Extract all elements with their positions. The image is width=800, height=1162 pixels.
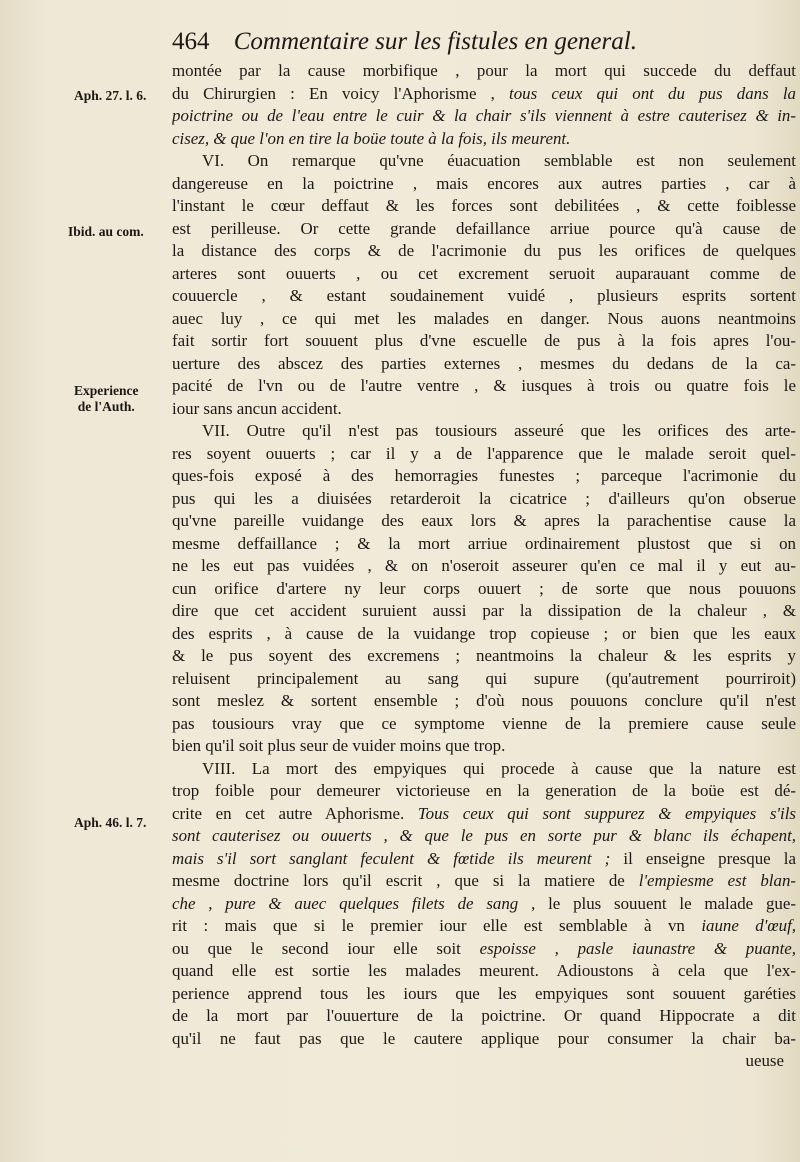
text-line [172,375,796,398]
text-line [172,308,796,331]
text-line [172,848,796,871]
text-run: la distance des corps & de l'acrimonie du pus les orifices de quelques [172,241,796,260]
text-line [172,240,796,263]
text-run: le plus souuent le malade gue- [535,893,796,913]
text-line [172,150,796,173]
text-run: mesme deffaillance ; & la mort arriue ordinairement plustost que si on [172,533,796,553]
text-run: pus qui les a diuisées retarderoit la cicatrice ; d'ailleurs qu'on obserue [172,488,796,508]
margin-note-experience [74,383,138,415]
text-line [172,218,796,241]
text-run: perience apprend tous les iours que les empyiques sont souuent garéties [172,983,796,1003]
text-line [172,713,796,736]
text-line [172,690,796,713]
text-run: ou que le second iour elle soit [172,938,480,958]
text-line [172,938,796,961]
text-run: dangereuse en la poictrine , mais encores aux autres parties , car à [172,173,796,193]
text-run: des esprits , à cause de la vuidange trop copieuse ; or bien que les eaux [172,623,796,643]
text-line [172,263,796,286]
text-run: de la mort par l'ouuerture de la poictrine. Or quand Hippocrate a dit [172,1006,796,1025]
text-line [172,285,796,308]
text-run: cun orifice d'artere ny leur corps ouuert ; de sorte que nous pouuons [172,578,796,598]
text-run: auec luy , ce qui met les malades en danger. Nous auons neantmoins [172,308,796,328]
text-run: quand elle est sortie les malades meurent. Adioustons à cela que l'ex- [172,961,796,980]
text-line [172,488,796,511]
text-run: & le pus soyent des excremens ; neantmoins la chaleur & les esprits y [172,646,796,665]
text-run: bien qu'il soit plus seur de vuider moins que trop. [172,736,506,755]
text-line [172,105,796,128]
text-run: rit : mais que si le premier iour elle est semblable à vn [172,916,702,935]
text-line [172,443,796,466]
text-run: pacité de l'vn ou de l'autre ventre , & iusques à trois ou quatre fois le [172,376,796,395]
text-line [172,533,796,556]
text-line [172,893,796,916]
text-run: l'instant le cœur deffaut & les forces sont debilitées , & cette foiblesse [172,196,796,215]
italic-text: l'empiesme est blan- [638,871,796,890]
text-line [172,668,796,691]
text-line [172,555,796,578]
page-number: 464 [172,28,210,55]
body-text [172,60,796,1073]
italic-text: poictrine ou de l'eau entre le cuir & la chair s'ils viennent à estre cauterisez & in- [172,106,796,125]
margin-note-aph-46: Aph. 46. l. 7. [74,815,147,830]
text-run: il enseigne presque la [610,848,796,868]
catchword: ueuse [745,1051,784,1070]
text-line [172,825,796,848]
text-run: sont meslez & sortent ensemble ; d'où nous pouuons conclure qu'il n'est [172,691,796,710]
text-line [172,60,796,83]
margin-note-aph-27: Aph. 27. l. 6. [74,88,147,103]
text-run: arteres sont ouuerts , ou cet excrement seruoit auparauant comme de [172,263,796,283]
text-run: uerture des abscez des parties externes , mesmes du dedans de la ca- [172,353,796,373]
text-line [172,623,796,646]
italic-text: che , pure & auec quelques filets de sang , [172,893,536,913]
text-line [172,465,796,488]
text-line [172,600,796,623]
text-line [172,578,796,601]
text-run: VI. On remarque qu'vne éuacuation semblable est non seulement [202,151,796,170]
text-line [172,803,796,826]
text-line [172,735,796,758]
text-line [172,195,796,218]
italic-text: Tous ceux qui sont suppurez & empyiques s'ils [417,803,796,823]
text-line [172,510,796,533]
italic-text: espoisse , pasle iaunastre & puante, [479,938,796,958]
text-run: ques-fois exposé à des hemorragies funestes ; parceque l'acrimonie du [172,466,796,485]
text-run: mesme doctrine lors qu'il escrit , que si la matiere de [172,871,639,890]
text-run: pas tousiours vray que ce symptome vienne de la premiere cause seule [172,713,796,733]
text-run: trop foible pour demeurer victorieuse en la generation de la boüe est dé- [172,781,796,800]
italic-text: sont cauterisez ou ouuerts , & que le pus en sorte pur & blanc ils échapent, [172,826,796,845]
text-line [172,645,796,668]
text-line [172,173,796,196]
text-line [172,983,796,1006]
text-run: VII. Outre qu'il n'est pas tousiours asseuré que les orifices des arte- [202,421,796,440]
text-run: fait sortir fort souuent plus d'vne escuelle de pus à la fois apres l'ou- [172,331,796,350]
text-run: est perilleuse. Or cette grande defaillance arriue pource qu'à cause de [172,218,796,238]
text-run: couuercle , & estant soudainement vuidé , plusieurs esprits sortent [172,286,796,305]
text-run: qu'vne pareille vuidange des eaux lors & apres la parachentise cause la [172,511,796,530]
text-line [172,353,796,376]
text-line [172,398,796,421]
text-line [172,1005,796,1028]
text-run: reluisent principalement au sang qui supure (qu'autrement pourriroit) [172,668,796,688]
text-line [172,83,796,106]
text-run: qu'il ne faut pas que le cautere applique pour consumer la chair ba- [172,1028,796,1048]
text-line [172,870,796,893]
text-line [172,915,796,938]
margin-note-ibid: Ibid. au com. [68,224,144,239]
italic-text: tous ceux qui ont du pus dans la [509,83,796,103]
text-run: ne les eut pas vuidées , & on n'oseroit asseurer qu'en ce mal il y eut au- [172,556,796,575]
text-run: dire que cet accident suruient aussi par la dissipation de la chaleur , & [172,601,796,620]
text-run: crite en cet autre Aphorisme. [172,803,418,823]
italic-text: iaune d'œuf, [701,916,796,935]
text-run: iour sans ancun accident. [172,398,342,418]
text-line [172,960,796,983]
text-line [172,780,796,803]
text-line [172,1028,796,1051]
italic-text: cisez, & que l'on en tire la boüe toute à la fois, ils meurent. [172,128,571,148]
text-run: montée par la cause morbifique , pour la mort qui succede du deffaut [172,61,796,80]
margin-note-experience-line2: de l'Auth. [77,399,135,414]
text-run: du Chirurgien : En voicy l'Aphorisme , [172,83,510,103]
text-line [172,420,796,443]
italic-text: mais s'il sort sanglant feculent & fœtide ils meurent ; [172,848,611,868]
running-header [172,28,792,62]
text-run: VIII. La mort des empyiques qui procede à cause que la nature est [202,758,796,778]
text-line [172,330,796,353]
text-line [172,758,796,781]
text-run: res soyent ouuerts ; car il y a de l'apparence que le malade seroit quel- [172,443,796,463]
margin-note-experience-line1: Experience [74,383,139,398]
running-title: Commentaire sur les fistules en general. [233,28,637,55]
text-line [172,128,796,151]
